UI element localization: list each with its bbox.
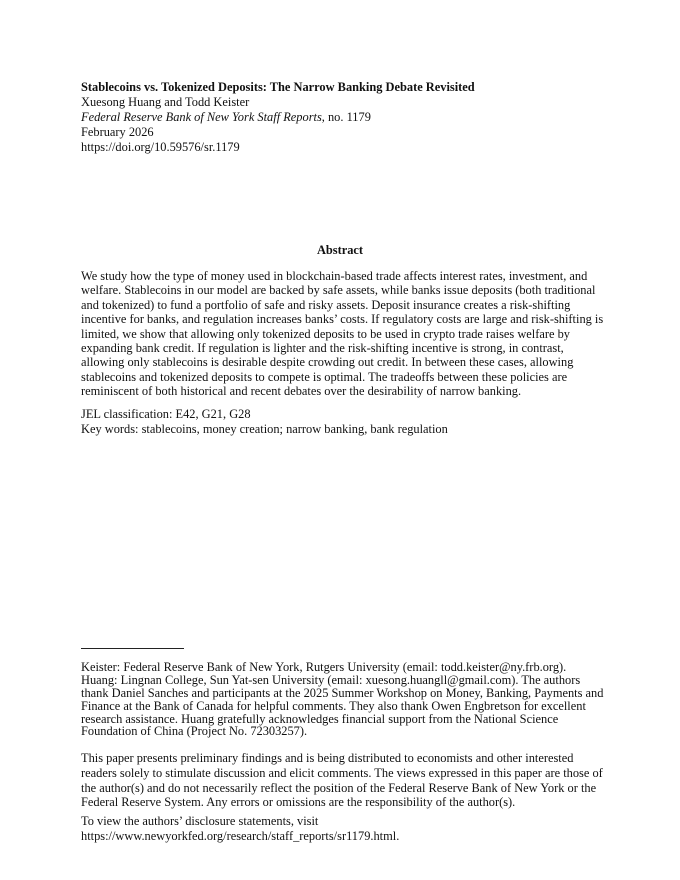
abstract-line: expanding bank credit. If regulation is lighter and the risk-shifting incentive is strong, in contrast,: [81, 340, 564, 355]
classification-block: [81, 407, 448, 437]
footnote-line: Foundation of China (Project No. 72303257).: [81, 724, 308, 739]
footnote-divider: [81, 648, 184, 649]
disclaimer-line: readers solely to stimulate discussion and elicit comments. The views expressed in this paper are those of: [81, 765, 603, 780]
disclaimer: [81, 751, 603, 810]
title-block: [81, 80, 475, 155]
disclaimer-line: Federal Reserve System. Any errors or omissions are the responsibility of the author(s).: [81, 795, 516, 810]
footnote-line: thank Daniel Sanches and participants at the 2025 Summer Workshop on Money, Banking, Payments and: [81, 685, 604, 700]
jel-classification: JEL classification: E42, G21, G28: [81, 407, 251, 421]
abstract-line: allowing only stablecoins is desirable despite crowding out credit. In between these cases, allowing: [81, 355, 574, 370]
doi-link[interactable]: https://doi.org/10.59576/sr.1179: [81, 140, 240, 154]
footnote-line: Keister: Federal Reserve Bank of New York, Rutgers University (email: todd.keister@ny.frb.org).: [81, 660, 567, 674]
disclosure-text: To view the authors’ disclosure statements, visit: [81, 814, 319, 828]
disclaimer-line: the author(s) and do not necessarily reflect the position of the Federal Reserve Bank of New York or the: [81, 780, 597, 795]
abstract-line: and tokenized) to fund a portfolio of safe and risky assets. Deposit insurance creates a risk-shifting: [81, 297, 571, 312]
footnote-line: research assistance. Huang gratefully acknowledges financial support from the National Science: [81, 711, 559, 726]
footnote-line: Huang: Lingnan College, Sun Yat-sen University (email: xuesong.huangll@gmail.com). The authors: [81, 672, 581, 687]
abstract-line: incentive for banks, and regulation increases banks’ costs. If regulatory costs are large and risk-shifting is: [81, 312, 604, 327]
paper-title: Stablecoins vs. Tokenized Deposits: The Narrow Banking Debate Revisited: [81, 80, 475, 94]
abstract-line: We study how the type of money used in blockchain-based trade affects interest rates, investment, and: [81, 269, 588, 283]
footnote-line: Finance at the Bank of Canada for helpful comments. They also thank Owen Engbretson for excellent: [81, 698, 586, 713]
abstract-line: limited, we show that allowing only tokenized deposits to be used in crypto trade raises welfare by: [81, 326, 570, 341]
abstract-heading: Abstract: [316, 243, 364, 257]
disclaimer-line: This paper presents preliminary findings and is being distributed to economists and other interested: [81, 751, 574, 765]
disclosure-link[interactable]: https://www.newyorkfed.org/research/staff_reports/sr1179.html.: [81, 829, 400, 843]
abstract-line: welfare. Stablecoins in our model are backed by safe assets, while banks issue deposits (both traditional: [81, 283, 596, 298]
abstract-line: stablecoins and tokenized deposits to compete is optimal. The tradeoffs between these policies are: [81, 369, 568, 384]
authors: Xuesong Huang and Todd Keister: [81, 95, 250, 109]
date: February 2026: [81, 125, 154, 139]
abstract-body: [81, 269, 603, 399]
footnote: [81, 661, 603, 738]
disclosure: [81, 814, 399, 844]
keywords: Key words: stablecoins, money creation; narrow banking, bank regulation: [81, 422, 448, 436]
series-number: , no. 1179: [321, 110, 371, 124]
abstract-line: reminiscent of both historical and recent debates over the desirability of narrow banking.: [81, 384, 522, 399]
series: [81, 110, 475, 125]
series-name: Federal Reserve Bank of New York Staff Reports: [81, 110, 322, 124]
